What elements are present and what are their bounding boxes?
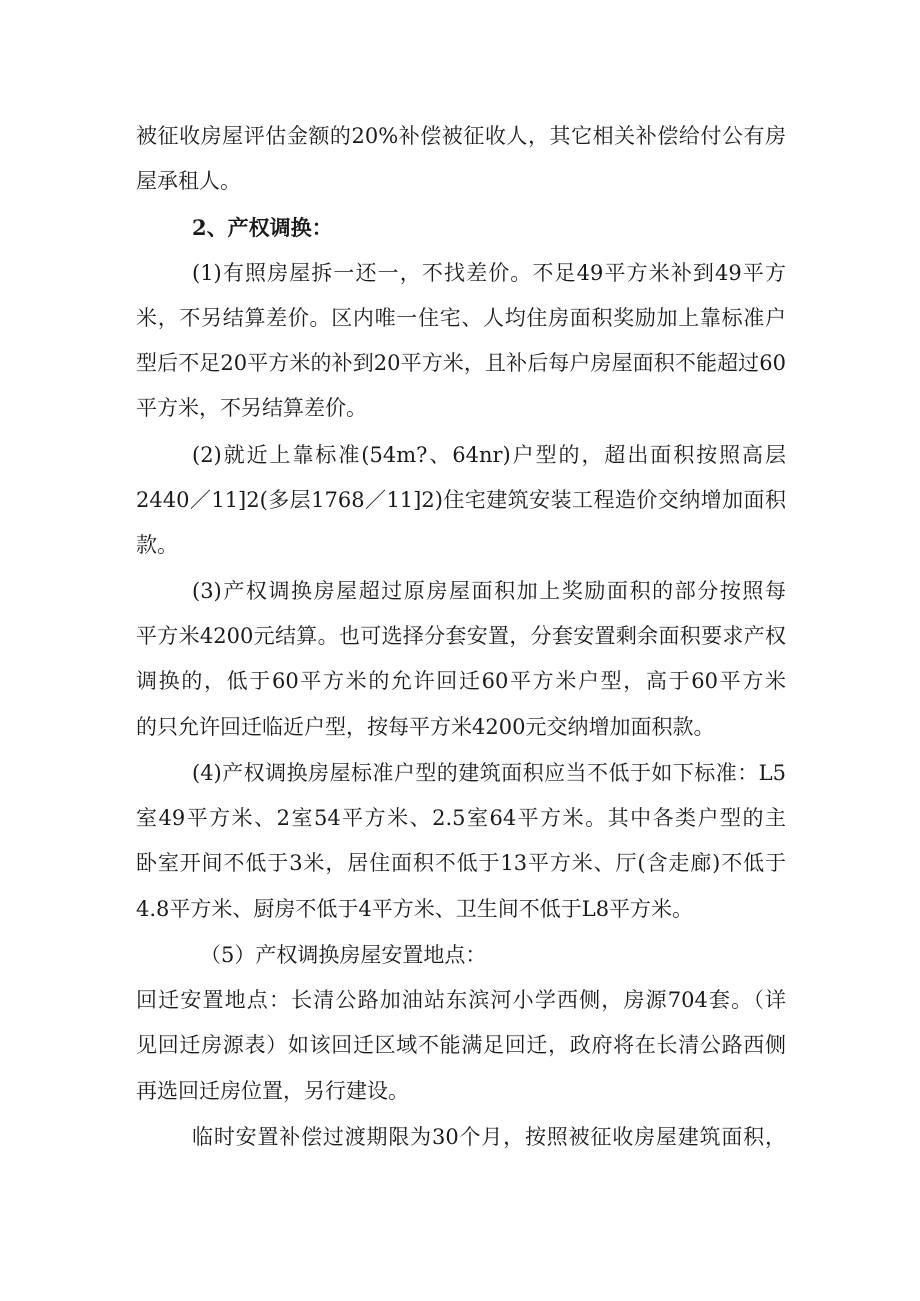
paragraph-line: 室49平方米、2室54平方米、2.5室64平方米。其中各类户型的主 — [136, 806, 786, 830]
paragraph-line: (4)产权调换房屋标准户型的建筑面积应当不低于如下标准：L5 — [192, 761, 786, 785]
paragraph-line: 见回迁房源表）如该回迁区域不能满足回迁，政府将在长清公路西侧 — [136, 1033, 786, 1057]
paragraph-line: （5）产权调换房屋安置地点： — [200, 943, 487, 967]
paragraph-line: 米，不另结算差价。区内唯一住宅、人均住房面积奖励加上靠标准户 — [136, 306, 786, 330]
paragraph-line: 卧室开间不低于3米，居住面积不低于13平方米、厅(含走廊)不低于 — [136, 851, 786, 875]
paragraph-line: 的只允许回迁临近户型，按每平方米4200元交纳增加面积款。 — [136, 715, 715, 739]
paragraph-line: (3)产权调换房屋超过原房屋面积加上奖励面积的部分按照每 — [192, 579, 786, 603]
paragraph-line: 回迁安置地点：长清公路加油站东滨河小学西侧，房源704套。（详 — [136, 988, 786, 1012]
paragraph-line: 2440／11]2(多层1768／11]2)住宅建筑安装工程造价交纳增加面积 — [136, 488, 786, 512]
paragraph-line: (2)就近上靠标准(54m?、64nr)户型的，超出面积按照高层 — [192, 443, 786, 467]
paragraph-line: 再选回迁房位置，另行建设。 — [136, 1079, 409, 1103]
paragraph-line: 平方米4200元结算。也可选择分套安置，分套安置剩余面积要求产权 — [136, 624, 786, 648]
paragraph-line: (1)有照房屋拆一还一，不找差价。不足49平方米补到49平方 — [192, 261, 786, 285]
paragraph-line: 被征收房屋评估金额的20%补偿被征收人，其它相关补偿给付公有房 — [136, 124, 786, 148]
paragraph-line: 调换的，低于60平方米的允许回迁60平方米户型，高于60平方米 — [136, 669, 786, 693]
paragraph-line: 款。 — [136, 533, 178, 557]
paragraph-line: 平方米，不另结算差价。 — [136, 396, 367, 420]
paragraph-line: 屋承租人。 — [136, 169, 241, 193]
paragraph-line: 型后不足20平方米的补到20平方米，且补后每户房屋面积不能超过60 — [136, 351, 786, 375]
section-heading: 2、产权调换： — [192, 215, 333, 240]
paragraph-line: 4.8平方米、厨房不低于4平方米、卫生间不低于L8平方米。 — [136, 897, 694, 921]
paragraph-line: 临时安置补偿过渡期限为30个月，按照被征收房屋建筑面积， — [192, 1125, 786, 1149]
